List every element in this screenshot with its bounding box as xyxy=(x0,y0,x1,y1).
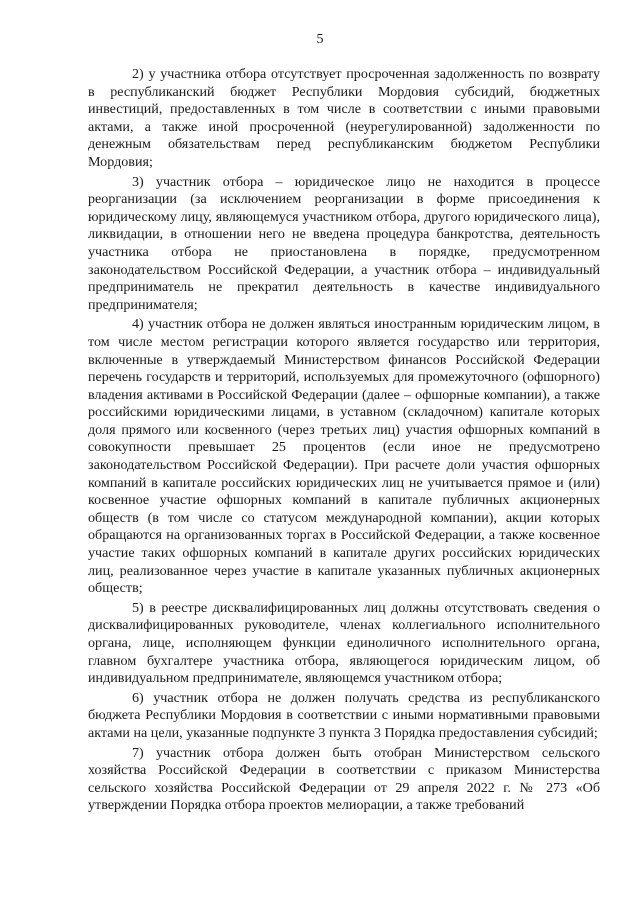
paragraph-item-3: 3) участник отбора – юридическое лицо не находится в процессе реорганизации (за исключением реорганизации в форме присоединения к юридическому лицу, являющемуся участником отбора, другого юридического лица), ликвидации, в отношении него не введена процедура банкротства, деятельность участника отбора не приостановлена в порядке, предусмотренном законодательством Российской Федерации, а участник отбора – индивидуальный предприниматель не прекратил деятельность в качестве индивидуального предпринимателя; xyxy=(88,173,600,313)
paragraph-item-6: 6) участник отбора не должен получать средства из республиканского бюджета Республики Мордовия в соответствии с иными нормативными правовыми актами на цели, указанные подпункте 3 пункта 3 Порядка предоставления субсидий; xyxy=(88,689,600,741)
paragraph-item-5: 5) в реестре дисквалифицированных лиц должны отсутствовать сведения о дисквалифицированных руководителе, членах коллегиального исполнительного органа, лице, исполняющем функции единоличного исполнительного органа, главном бухгалтере участника отбора, являющегося юридическим лицом, об индивидуальном предпринимателе, являющемся участником отбора; xyxy=(88,599,600,687)
paragraph-item-2: 2) у участника отбора отсутствует просроченная задолженность по возврату в республиканский бюджет Республики Мордовия субсидий, бюджетных инвестиций, предоставленных в том числе в соответствии с иными правовыми актами, а также иной просроченной (неурегулированной) задолженности по денежным обязательствам перед республиканским бюджетом Республики Мордовия; xyxy=(88,66,600,170)
page-number: 5 xyxy=(316,32,324,47)
paragraph-item-7: 7) участник отбора должен быть отобран Министерством сельского хозяйства Российской Федерации в соответствии с приказом Министерства сельского хозяйства Российской Федерации от 29 апреля 2022 г. № 273 «Об утверждении Порядка отбора проектов мелиорации, а также требований xyxy=(88,744,600,814)
paragraph-item-4: 4) участник отбора не должен являться иностранным юридическим лицом, в том числе местом регистрации которого является государство или территория, включенные в утверждаемый Министерством финансов Российской Федерации перечень государств и территорий, используемых для промежуточного (офшорного) владения активами в Российской Федерации (далее – офшорные компании), а также российскими юридическими лицами, в уставном (складочном) капитале которых доля прямого или косвенного (через третьих лиц) участия офшорных компаний в совокупности превышает 25 процентов (если иное не предусмотрено законодательством Российской Федерации). При расчете доли участия офшорных компаний в капитале российских юридических лиц не учитывается прямое и (или) косвенное участие офшорных компаний в капитале публичных акционерных обществ (в том числе со статусом международной компании), акции которых обращаются на организованных торгах в Российской Федерации, а также косвенное участие таких офшорных компаний в капитале других российских юридических лиц, реализованное через участие в капитале указанных публичных акционерных обществ; xyxy=(88,316,600,597)
document-body xyxy=(88,66,600,817)
